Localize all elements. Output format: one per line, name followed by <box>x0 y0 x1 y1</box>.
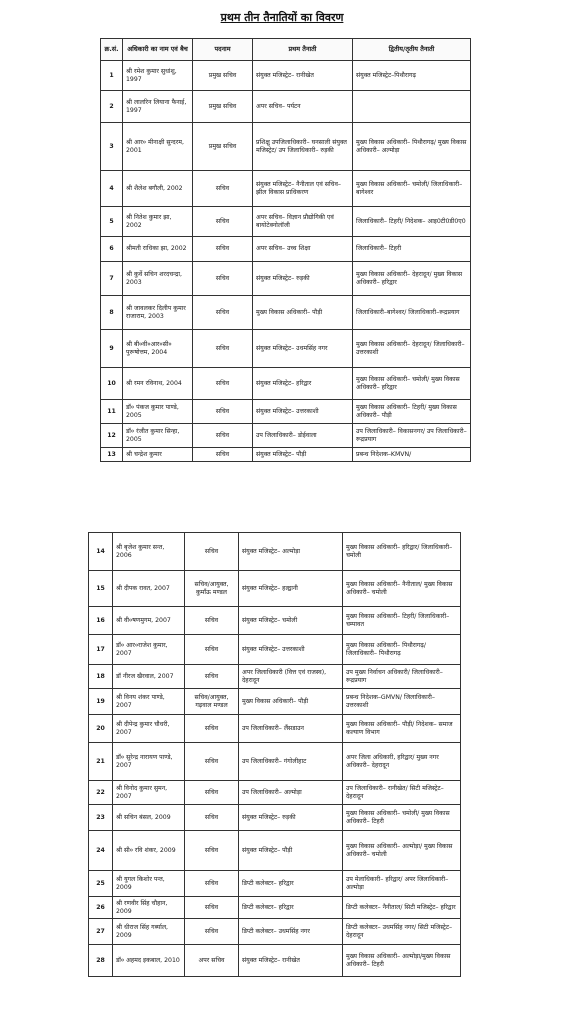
second-posting-cell: मुख्य विकास अधिकारी– हरिद्वार/ जिलाधिकारी– चमोली <box>343 533 461 571</box>
serial-cell: 27 <box>89 919 113 945</box>
officer-name-cell: श्री नितेश कुमार झा, 2002 <box>123 207 193 237</box>
designation-cell: सचिव <box>193 296 253 330</box>
officer-name-cell: डॉ० आर०राजेश कुमार, 2007 <box>113 635 185 665</box>
designation-cell: सचिव <box>185 635 239 665</box>
first-posting-cell: संयुक्त मजिस्ट्रेट– हरिद्वार <box>253 368 353 400</box>
table-row <box>101 368 471 400</box>
officer-name-cell: श्री शैलेश बगौली, 2002 <box>123 171 193 207</box>
second-posting-cell: उप मुख्य निर्वाचन अधिकारी/ जिलाधिकारी– रूद्रप्रयाग <box>343 665 461 689</box>
officer-name-cell: श्री वी०षणमुगम, 2007 <box>113 607 185 635</box>
officer-name-cell: श्री विनय शंकर पाण्डे, 2007 <box>113 689 185 715</box>
header-serial: क्र.सं. <box>101 39 123 61</box>
officer-name-cell: डॉ नीरज खैरवाल, 2007 <box>113 665 185 689</box>
table-header-row <box>101 39 471 61</box>
second-posting-cell: मुख्य विकास अधिकारी– नैनीताल/ मुख्य विकास अधिकारी– चमोली <box>343 571 461 607</box>
serial-cell: 20 <box>89 715 113 743</box>
first-posting-cell: अपर सचिव– पर्यटन <box>253 91 353 123</box>
header-first-posting: प्रथम तैनाती <box>253 39 353 61</box>
first-posting-cell: संयुक्त मजिस्ट्रेट– रानीखेत <box>253 61 353 91</box>
table-row <box>101 123 471 171</box>
table-row <box>101 262 471 296</box>
officer-name-cell: डॉ० सुरेन्द्र नारायण पाण्डे, 2007 <box>113 743 185 781</box>
serial-cell: 16 <box>89 607 113 635</box>
officer-name-cell: श्री चन्द्रेश कुमार <box>123 448 193 462</box>
second-posting-cell: मुख्य विकास अधिकारी– अल्मोड़ा/ मुख्य विकास अधिकारी– चमोली <box>343 831 461 871</box>
designation-cell: अपर सचिव <box>185 945 239 977</box>
serial-cell: 17 <box>89 635 113 665</box>
second-posting-cell: मुख्य विकास अधिकारी– पिथौरागढ़/ जिलाधिकारी– पिथौरागढ़ <box>343 635 461 665</box>
officer-name-cell: श्री जावलकर दिलीप कुमार राजाराम, 2003 <box>123 296 193 330</box>
second-posting-cell: उप मेलाधिकारी– हरिद्वार/ अपर जिलाधिकारी– अल्मोड़ा <box>343 871 461 897</box>
table-row <box>89 607 461 635</box>
serial-cell: 8 <box>101 296 123 330</box>
table-row <box>101 207 471 237</box>
table-row <box>89 945 461 977</box>
first-posting-cell: संयुक्त मजिस्ट्रेट– रानीखेत <box>239 945 343 977</box>
first-posting-cell: उप जिलाधिकारी– अल्मोड़ा <box>239 781 343 805</box>
first-posting-cell: उप जिलाधिकारी– डोईवाला <box>253 424 353 448</box>
designation-cell: सचिव <box>193 171 253 207</box>
second-posting-cell: मुख्य विकास अधिकारी– देहरादून/ जिलाधिकारी– उत्तरकाशी <box>353 330 471 368</box>
serial-cell: 12 <box>101 424 123 448</box>
designation-cell: सचिव <box>185 533 239 571</box>
serial-cell: 4 <box>101 171 123 207</box>
designation-cell: सचिव <box>193 400 253 424</box>
second-posting-cell: उप जिलाधिकारी– रानीखेत/ सिटी मजिस्ट्रेट– देहरादून <box>343 781 461 805</box>
first-posting-cell: संयुक्त मजिस्ट्रेट– उत्तरकाशी <box>239 635 343 665</box>
designation-cell: सचिव <box>185 665 239 689</box>
officer-name-cell: श्रीमती राधिका झा, 2002 <box>123 237 193 262</box>
first-posting-cell: डिप्टी कलेक्टर– हरिद्वार <box>239 871 343 897</box>
table-row <box>89 665 461 689</box>
serial-cell: 15 <box>89 571 113 607</box>
first-posting-cell: उप जिलाधिकारी– लैंसडाउन <box>239 715 343 743</box>
serial-cell: 1 <box>101 61 123 91</box>
designation-cell: सचिव/आयुक्त, गढ़वाल मण्डल <box>185 689 239 715</box>
table-row <box>89 689 461 715</box>
first-posting-cell: संयुक्त मजिस्ट्रेट– रुड़की <box>239 805 343 831</box>
second-posting-cell: अपर जिला अधिकारी, हरिद्वार/ मुख्य नगर अधिकारी– देहरादून <box>343 743 461 781</box>
table-row <box>89 635 461 665</box>
first-posting-cell: अपर सचिव– उच्च शिक्षा <box>253 237 353 262</box>
designation-cell: सचिव <box>193 262 253 296</box>
designation-cell: सचिव <box>185 743 239 781</box>
first-posting-cell: संयुक्त मजिस्ट्रेट– अल्मोड़ा <box>239 533 343 571</box>
table-row <box>89 571 461 607</box>
header-designation: पदनाम <box>193 39 253 61</box>
first-posting-cell: संयुक्त मजिस्ट्रेट– रुड़की <box>253 262 353 296</box>
first-posting-cell: डिप्टी कलेक्टर– उधमसिंह नगर <box>239 919 343 945</box>
designation-cell: सचिव <box>193 207 253 237</box>
first-posting-cell: संयुक्त मजिस्ट्रेट– नैनीताल एवं सचिव– झील विकास प्राधिकरण <box>253 171 353 207</box>
serial-cell: 11 <box>101 400 123 424</box>
header-officer-name: अधिकारी का नाम एवं बैच <box>123 39 193 61</box>
designation-cell: प्रमुख सचिव <box>193 91 253 123</box>
serial-cell: 13 <box>101 448 123 462</box>
officer-name-cell: श्री रमेश कुमार सुधांशु, 1997 <box>123 61 193 91</box>
first-posting-cell: संयुक्त मजिस्ट्रेट– हल्द्वानी <box>239 571 343 607</box>
second-posting-cell <box>353 91 471 123</box>
first-posting-cell: अपर जिलाधिकारी (वित्त एवं राजस्व), देहरादून <box>239 665 343 689</box>
first-posting-cell: संयुक्त मजिस्ट्रेट– उधमसिंह नगर <box>253 330 353 368</box>
designation-cell: सचिव <box>193 237 253 262</box>
serial-cell: 26 <box>89 897 113 919</box>
designation-cell: सचिव <box>193 368 253 400</box>
postings-table-continued <box>88 532 461 977</box>
officer-name-cell: श्री बृजेश कुमार सन्त, 2006 <box>113 533 185 571</box>
second-posting-cell: संयुक्त मजिस्ट्रेट–पिथौरागढ़ <box>353 61 471 91</box>
table-row <box>101 296 471 330</box>
officer-name-cell: डॉ० पंकज कुमार पाण्डे, 2005 <box>123 400 193 424</box>
table-row <box>89 715 461 743</box>
officer-name-cell: श्री रणवीर सिंह चौहान, 2009 <box>113 897 185 919</box>
designation-cell: सचिव <box>193 330 253 368</box>
table-row <box>89 919 461 945</box>
second-posting-cell: प्रबन्ध निदेशक–GMVN/ जिलाधिकारी– उत्तरकाशी <box>343 689 461 715</box>
table-row <box>89 533 461 571</box>
officer-name-cell: श्री युगल किशोर पन्त, 2009 <box>113 871 185 897</box>
first-posting-cell: संयुक्त मजिस्ट्रेट– पौड़ी <box>253 448 353 462</box>
designation-cell: सचिव/आयुक्त, कुमाँऊ मण्डल <box>185 571 239 607</box>
second-posting-cell: मुख्य विकास अधिकारी– देहरादून/ मुख्य विकास अधिकारी– हरिद्वार <box>353 262 471 296</box>
postings-table <box>100 38 471 462</box>
second-posting-cell: डिप्टी कलेक्टर– उधमसिंह नगर/ सिटी मजिस्ट्रेट– देहरादून <box>343 919 461 945</box>
table-page-1 <box>100 38 470 462</box>
first-posting-cell: उप जिलाधिकारी– गंगोलीहाट <box>239 743 343 781</box>
designation-cell: सचिव <box>185 781 239 805</box>
serial-cell: 6 <box>101 237 123 262</box>
designation-cell: सचिव <box>185 715 239 743</box>
officer-name-cell: श्री कुर्वे सचिन शरदचन्द्रा, 2003 <box>123 262 193 296</box>
second-posting-cell: मुख्य विकास अधिकारी– पौड़ी/ निदेशक– समाज कल्याण विभाग <box>343 715 461 743</box>
second-posting-cell: मुख्य विकास अधिकारी– टिहरी/ मुख्य विकास अधिकारी– पौड़ी <box>353 400 471 424</box>
designation-cell: प्रमुख सचिव <box>193 61 253 91</box>
serial-cell: 7 <box>101 262 123 296</box>
designation-cell: सचिव <box>193 448 253 462</box>
table-row <box>101 61 471 91</box>
second-posting-cell: मुख्य विकास अधिकारी– चमोली/ मुख्य विकास अधिकारी– हरिद्वार <box>353 368 471 400</box>
table-row <box>101 400 471 424</box>
table-row <box>89 897 461 919</box>
table-row <box>101 171 471 207</box>
officer-name-cell: डॉ० रंजीत कुमार सिन्हा, 2005 <box>123 424 193 448</box>
second-posting-cell: उप जिलाधिकारी– विकासनगर/ उप जिलाधिकारी– रूद्रप्रयाग <box>353 424 471 448</box>
table-page-2 <box>88 532 460 977</box>
first-posting-cell: डिप्टी कलेक्टर– हरिद्वार <box>239 897 343 919</box>
officer-name-cell: श्री विनोद कुमार सुमन, 2007 <box>113 781 185 805</box>
serial-cell: 19 <box>89 689 113 715</box>
serial-cell: 14 <box>89 533 113 571</box>
designation-cell: सचिव <box>193 424 253 448</box>
header-second-third-posting: द्वितीय/तृतीय तैनाती <box>353 39 471 61</box>
officer-name-cell: श्री दीपक रावत, 2007 <box>113 571 185 607</box>
serial-cell: 18 <box>89 665 113 689</box>
serial-cell: 21 <box>89 743 113 781</box>
designation-cell: प्रमुख सचिव <box>193 123 253 171</box>
table-row <box>101 330 471 368</box>
table-row <box>101 237 471 262</box>
designation-cell: सचिव <box>185 897 239 919</box>
designation-cell: सचिव <box>185 919 239 945</box>
table-row <box>101 424 471 448</box>
document-title: प्रथम तीन तैनातियों का विवरण <box>220 11 344 24</box>
officer-name-cell: श्री आर० मीनाक्षी सुन्दरम, 2001 <box>123 123 193 171</box>
second-posting-cell: जिलाधिकारी– टिहरी/ निदेशक– आइ0टी0डी0ए0 <box>353 207 471 237</box>
table-row <box>89 743 461 781</box>
designation-cell: सचिव <box>185 871 239 897</box>
second-posting-cell: जिलाधिकारी– टिहरी <box>353 237 471 262</box>
serial-cell: 23 <box>89 805 113 831</box>
designation-cell: सचिव <box>185 805 239 831</box>
serial-cell: 5 <box>101 207 123 237</box>
officer-name-cell: श्री धीराज सिंह गर्ब्याल, 2009 <box>113 919 185 945</box>
table-row <box>89 871 461 897</box>
second-posting-cell: मुख्य विकास अधिकारी– टिहरी/ जिलाधिकारी– चम्पावत <box>343 607 461 635</box>
first-posting-cell: अपर सचिव– विज्ञान प्रौद्योगिकी एवं बायोटेक्नोलॉजी <box>253 207 353 237</box>
first-posting-cell: मुख्य विकास अधिकारी– पौड़ी <box>253 296 353 330</box>
serial-cell: 2 <box>101 91 123 123</box>
second-posting-cell: डिप्टी कलेक्टर– नैनीताल/ सिटी मजिस्ट्रेट– हरिद्वार <box>343 897 461 919</box>
officer-name-cell: श्री रमन रविनाथ, 2004 <box>123 368 193 400</box>
designation-cell: सचिव <box>185 607 239 635</box>
second-posting-cell: जिलाधिकारी–बागेश्वर/ जिलाधिकारी–रूद्रप्रयाग <box>353 296 471 330</box>
table-row <box>89 781 461 805</box>
first-posting-cell: संयुक्त मजिस्ट्रेट– उत्तरकाशी <box>253 400 353 424</box>
first-posting-cell: संयुक्त मजिस्ट्रेट– पौड़ी <box>239 831 343 871</box>
table-row <box>101 448 471 462</box>
officer-name-cell: श्री सचिन बंसल, 2009 <box>113 805 185 831</box>
first-posting-cell: मुख्य विकास अधिकारी– पौड़ी <box>239 689 343 715</box>
table-row <box>101 91 471 123</box>
first-posting-cell: प्रशिक्षु उपजिलाधिकारी– घनसाली संयुक्त मजिस्ट्रेट/ उप जिलाधिकारी– रुड़की <box>253 123 353 171</box>
officer-name-cell: डॉ० अहमद इकबाल, 2010 <box>113 945 185 977</box>
designation-cell: सचिव <box>185 831 239 871</box>
table-row <box>89 831 461 871</box>
serial-cell: 10 <box>101 368 123 400</box>
officer-name-cell: श्री सी० रवि शंकर, 2009 <box>113 831 185 871</box>
second-posting-cell: मुख्य विकास अधिकारी– चमोली/ जिलाधिकारी– बागेश्वर <box>353 171 471 207</box>
first-posting-cell: संयुक्त मजिस्ट्रेट– चमोली <box>239 607 343 635</box>
second-posting-cell: मुख्य विकास अधिकारी– चमोली/ मुख्य विकास अधिकारी– टिहरी <box>343 805 461 831</box>
serial-cell: 28 <box>89 945 113 977</box>
officer-name-cell: श्री लालरिन लियाना फैनाई, 1997 <box>123 91 193 123</box>
second-posting-cell: मुख्य विकास अधिकारी– पिथौरागढ़/ मुख्य विकास अधिकारी– अल्मोड़ा <box>353 123 471 171</box>
table-row <box>89 805 461 831</box>
serial-cell: 22 <box>89 781 113 805</box>
serial-cell: 25 <box>89 871 113 897</box>
second-posting-cell: मुख्य विकास अधिकारी– अल्मोड़ा/मुख्य विकास अधिकारी– टिहरी <box>343 945 461 977</box>
officer-name-cell: श्री बी०वी०आर०सी० पुरूषोत्तम, 2004 <box>123 330 193 368</box>
second-posting-cell: प्रबन्ध निदेशक–KMVN/ <box>353 448 471 462</box>
serial-cell: 3 <box>101 123 123 171</box>
serial-cell: 24 <box>89 831 113 871</box>
officer-name-cell: श्री दीपेन्द्र कुमार चौधरी, 2007 <box>113 715 185 743</box>
serial-cell: 9 <box>101 330 123 368</box>
